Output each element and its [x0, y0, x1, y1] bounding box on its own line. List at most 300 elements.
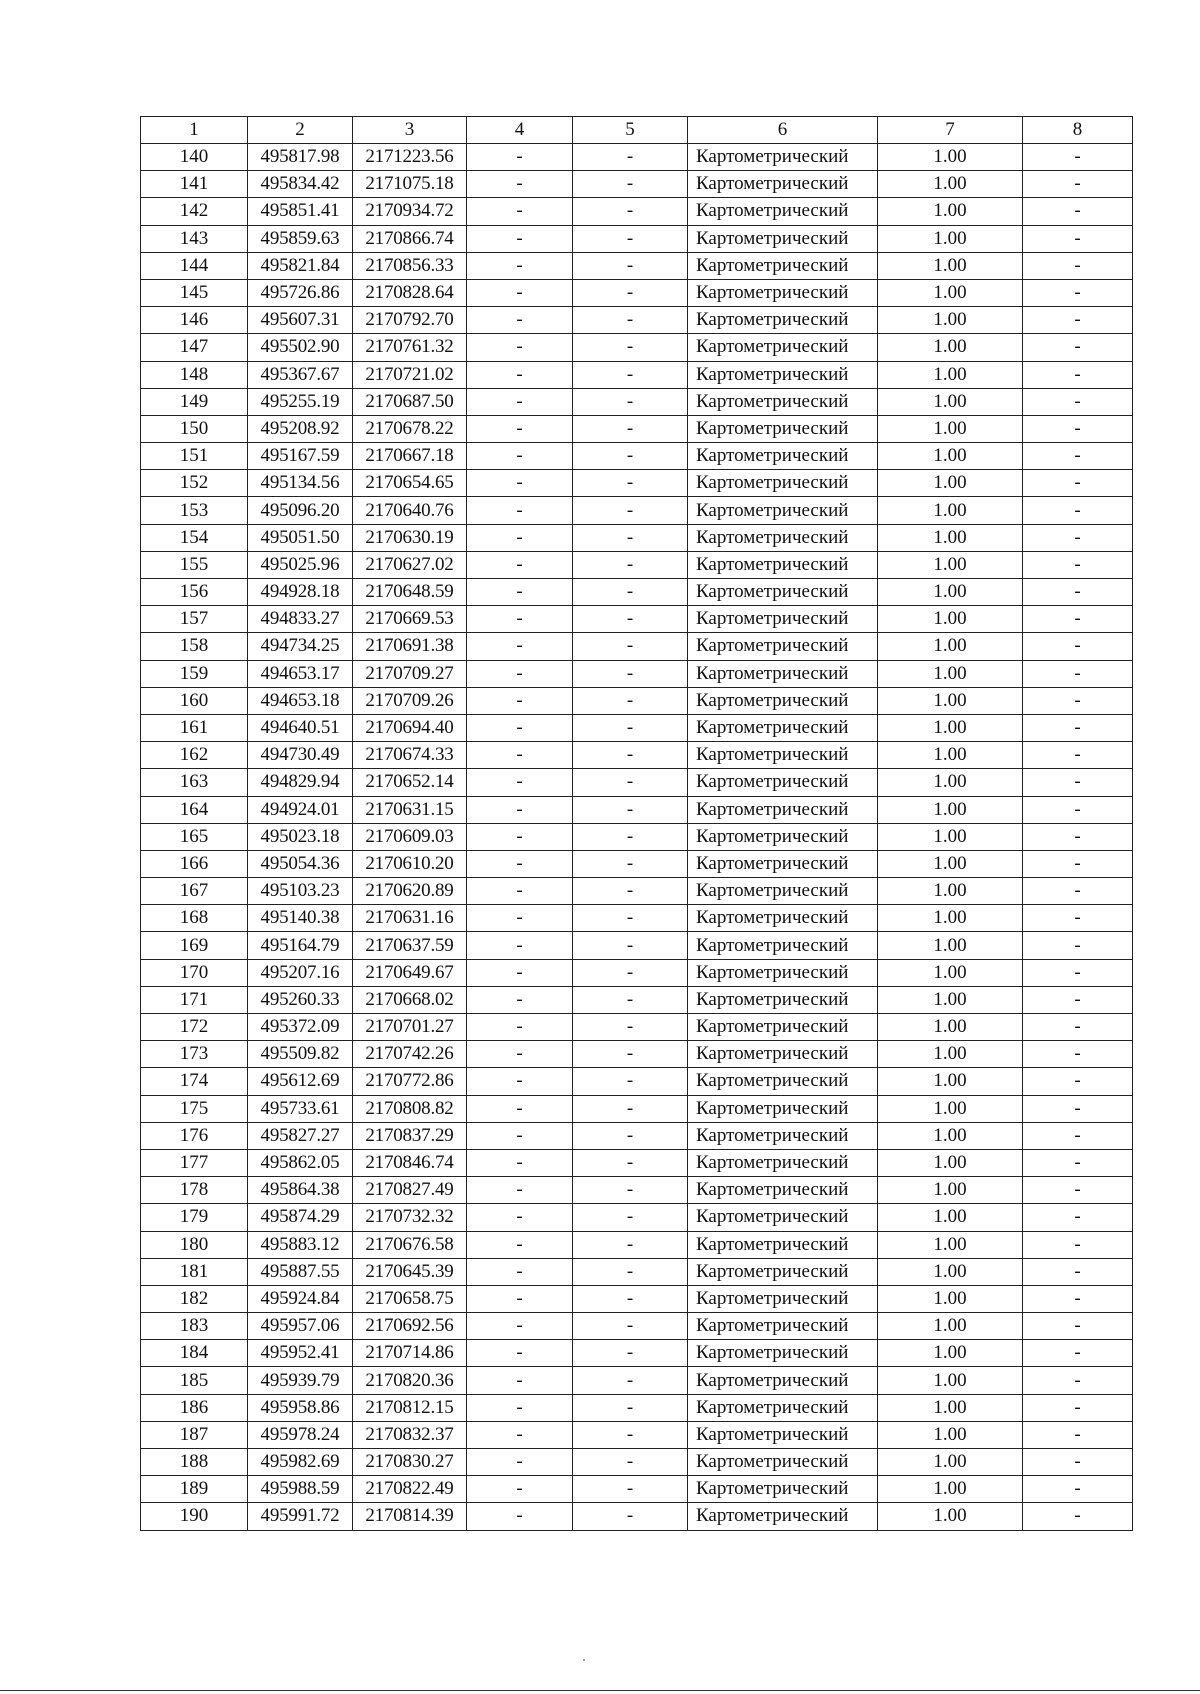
- cell-method: Картометрический: [688, 470, 878, 497]
- cell-point-number: 185: [141, 1367, 248, 1394]
- cell-col-4-value: -: [467, 850, 573, 877]
- cell-col-8-value: -: [1023, 1177, 1133, 1204]
- cell-accuracy: 1.00: [878, 606, 1023, 633]
- cell-y-coordinate: 2170669.53: [353, 606, 467, 633]
- cell-x-coordinate: 495821.84: [248, 252, 353, 279]
- cell-point-number: 144: [141, 252, 248, 279]
- cell-x-coordinate: 495958.86: [248, 1394, 353, 1421]
- cell-method: Картометрический: [688, 959, 878, 986]
- cell-col-4-value: -: [467, 415, 573, 442]
- cell-col-8-value: -: [1023, 1258, 1133, 1285]
- cell-accuracy: 1.00: [878, 1313, 1023, 1340]
- cell-x-coordinate: 495096.20: [248, 497, 353, 524]
- cell-method: Картометрический: [688, 1068, 878, 1095]
- cell-accuracy: 1.00: [878, 1231, 1023, 1258]
- cell-point-number: 151: [141, 443, 248, 470]
- cell-col-8-value: -: [1023, 959, 1133, 986]
- cell-col-5-value: -: [573, 633, 688, 660]
- table-row: [141, 579, 1133, 606]
- cell-col-8-value: -: [1023, 986, 1133, 1013]
- cell-accuracy: 1.00: [878, 850, 1023, 877]
- cell-method: Картометрический: [688, 1258, 878, 1285]
- cell-col-5-value: -: [573, 850, 688, 877]
- cell-method: Картометрический: [688, 878, 878, 905]
- cell-accuracy: 1.00: [878, 497, 1023, 524]
- cell-y-coordinate: 2170812.15: [353, 1394, 467, 1421]
- table-row: [141, 1421, 1133, 1448]
- cell-method: Картометрический: [688, 551, 878, 578]
- cell-x-coordinate: 495207.16: [248, 959, 353, 986]
- cell-x-coordinate: 495874.29: [248, 1204, 353, 1231]
- cell-y-coordinate: 2170687.50: [353, 388, 467, 415]
- cell-point-number: 147: [141, 334, 248, 361]
- cell-col-4-value: -: [467, 497, 573, 524]
- cell-x-coordinate: 495817.98: [248, 144, 353, 171]
- cell-col-8-value: -: [1023, 1503, 1133, 1530]
- cell-col-5-value: -: [573, 171, 688, 198]
- table-row: [141, 714, 1133, 741]
- cell-method: Картометрический: [688, 579, 878, 606]
- cell-col-8-value: -: [1023, 524, 1133, 551]
- cell-col-4-value: -: [467, 1476, 573, 1503]
- cell-y-coordinate: 2170640.76: [353, 497, 467, 524]
- cell-col-8-value: -: [1023, 823, 1133, 850]
- cell-point-number: 146: [141, 307, 248, 334]
- cell-point-number: 171: [141, 986, 248, 1013]
- cell-method: Картометрический: [688, 1231, 878, 1258]
- cell-col-8-value: -: [1023, 1095, 1133, 1122]
- table-row: [141, 388, 1133, 415]
- cell-col-4-value: -: [467, 1394, 573, 1421]
- table-row: [141, 225, 1133, 252]
- cell-point-number: 142: [141, 198, 248, 225]
- cell-point-number: 163: [141, 769, 248, 796]
- table-row: [141, 1394, 1133, 1421]
- cell-col-8-value: -: [1023, 633, 1133, 660]
- cell-col-5-value: -: [573, 470, 688, 497]
- table-row: [141, 823, 1133, 850]
- cell-col-4-value: -: [467, 986, 573, 1013]
- cell-col-4-value: -: [467, 171, 573, 198]
- cell-point-number: 164: [141, 796, 248, 823]
- table-row: [141, 1313, 1133, 1340]
- table-row: [141, 1503, 1133, 1530]
- cell-y-coordinate: 2170667.18: [353, 443, 467, 470]
- cell-col-8-value: -: [1023, 1285, 1133, 1312]
- cell-method: Картометрический: [688, 198, 878, 225]
- cell-x-coordinate: 494928.18: [248, 579, 353, 606]
- table-row: [141, 1258, 1133, 1285]
- cell-col-8-value: -: [1023, 144, 1133, 171]
- cell-accuracy: 1.00: [878, 714, 1023, 741]
- cell-col-8-value: -: [1023, 1340, 1133, 1367]
- cell-y-coordinate: 2170709.27: [353, 660, 467, 687]
- cell-y-coordinate: 2170866.74: [353, 225, 467, 252]
- table-row: [141, 361, 1133, 388]
- cell-point-number: 143: [141, 225, 248, 252]
- cell-x-coordinate: 494730.49: [248, 742, 353, 769]
- cell-point-number: 179: [141, 1204, 248, 1231]
- cell-accuracy: 1.00: [878, 470, 1023, 497]
- cell-col-4-value: -: [467, 1340, 573, 1367]
- cell-x-coordinate: 495612.69: [248, 1068, 353, 1095]
- cell-y-coordinate: 2170609.03: [353, 823, 467, 850]
- cell-col-8-value: -: [1023, 551, 1133, 578]
- cell-x-coordinate: 495924.84: [248, 1285, 353, 1312]
- cell-col-4-value: -: [467, 1149, 573, 1176]
- cell-col-8-value: -: [1023, 932, 1133, 959]
- cell-accuracy: 1.00: [878, 1149, 1023, 1176]
- cell-col-4-value: -: [467, 932, 573, 959]
- cell-accuracy: 1.00: [878, 687, 1023, 714]
- cell-method: Картометрический: [688, 225, 878, 252]
- cell-point-number: 177: [141, 1149, 248, 1176]
- cell-col-5-value: -: [573, 905, 688, 932]
- cell-col-4-value: -: [467, 470, 573, 497]
- cell-point-number: 181: [141, 1258, 248, 1285]
- cell-method: Картометрический: [688, 1041, 878, 1068]
- cell-col-8-value: -: [1023, 1449, 1133, 1476]
- cell-col-8-value: -: [1023, 443, 1133, 470]
- cell-col-5-value: -: [573, 769, 688, 796]
- cell-col-5-value: -: [573, 1122, 688, 1149]
- cell-x-coordinate: 495103.23: [248, 878, 353, 905]
- cell-method: Картометрический: [688, 823, 878, 850]
- cell-col-5-value: -: [573, 579, 688, 606]
- table-row: [141, 1149, 1133, 1176]
- table-row: [141, 796, 1133, 823]
- cell-point-number: 158: [141, 633, 248, 660]
- cell-point-number: 149: [141, 388, 248, 415]
- table-row: [141, 524, 1133, 551]
- cell-col-8-value: -: [1023, 1231, 1133, 1258]
- table-row: [141, 470, 1133, 497]
- cell-col-5-value: -: [573, 1041, 688, 1068]
- cell-x-coordinate: 495607.31: [248, 307, 353, 334]
- cell-x-coordinate: 494833.27: [248, 606, 353, 633]
- cell-col-5-value: -: [573, 1177, 688, 1204]
- cell-col-8-value: -: [1023, 470, 1133, 497]
- cell-x-coordinate: 495864.38: [248, 1177, 353, 1204]
- cell-col-5-value: -: [573, 1449, 688, 1476]
- cell-col-4-value: -: [467, 633, 573, 660]
- table-row: [141, 443, 1133, 470]
- cell-col-4-value: -: [467, 1421, 573, 1448]
- cell-point-number: 183: [141, 1313, 248, 1340]
- cell-method: Картометрический: [688, 1149, 878, 1176]
- cell-col-4-value: -: [467, 742, 573, 769]
- cell-x-coordinate: 495140.38: [248, 905, 353, 932]
- cell-x-coordinate: 495952.41: [248, 1340, 353, 1367]
- cell-method: Картометрический: [688, 279, 878, 306]
- cell-accuracy: 1.00: [878, 1421, 1023, 1448]
- cell-x-coordinate: 494734.25: [248, 633, 353, 660]
- cell-x-coordinate: 495167.59: [248, 443, 353, 470]
- cell-y-coordinate: 2170856.33: [353, 252, 467, 279]
- header-row: [141, 117, 1133, 144]
- cell-col-8-value: -: [1023, 579, 1133, 606]
- cell-point-number: 187: [141, 1421, 248, 1448]
- cell-x-coordinate: 495982.69: [248, 1449, 353, 1476]
- table-row: [141, 932, 1133, 959]
- scan-speck: [583, 1659, 585, 1661]
- cell-col-5-value: -: [573, 1204, 688, 1231]
- cell-col-5-value: -: [573, 1014, 688, 1041]
- cell-accuracy: 1.00: [878, 579, 1023, 606]
- cell-point-number: 172: [141, 1014, 248, 1041]
- cell-col-5-value: -: [573, 524, 688, 551]
- cell-accuracy: 1.00: [878, 796, 1023, 823]
- cell-point-number: 140: [141, 144, 248, 171]
- cell-accuracy: 1.00: [878, 443, 1023, 470]
- cell-method: Картометрический: [688, 742, 878, 769]
- cell-col-4-value: -: [467, 714, 573, 741]
- cell-col-8-value: -: [1023, 198, 1133, 225]
- cell-method: Картометрический: [688, 307, 878, 334]
- cell-method: Картометрический: [688, 1204, 878, 1231]
- cell-method: Картометрический: [688, 334, 878, 361]
- table-row: [141, 415, 1133, 442]
- cell-point-number: 145: [141, 279, 248, 306]
- cell-accuracy: 1.00: [878, 1449, 1023, 1476]
- cell-col-4-value: -: [467, 198, 573, 225]
- table-row: [141, 905, 1133, 932]
- cell-col-5-value: -: [573, 1095, 688, 1122]
- cell-col-8-value: -: [1023, 361, 1133, 388]
- cell-point-number: 152: [141, 470, 248, 497]
- table-row: [141, 252, 1133, 279]
- cell-method: Картометрический: [688, 497, 878, 524]
- cell-accuracy: 1.00: [878, 1204, 1023, 1231]
- cell-x-coordinate: 495208.92: [248, 415, 353, 442]
- cell-col-4-value: -: [467, 1014, 573, 1041]
- cell-accuracy: 1.00: [878, 1014, 1023, 1041]
- cell-point-number: 180: [141, 1231, 248, 1258]
- cell-y-coordinate: 2170691.38: [353, 633, 467, 660]
- cell-method: Картометрический: [688, 1014, 878, 1041]
- header-col-6: 6: [688, 117, 878, 144]
- cell-col-4-value: -: [467, 606, 573, 633]
- table-row: [141, 742, 1133, 769]
- cell-x-coordinate: 495851.41: [248, 198, 353, 225]
- cell-col-4-value: -: [467, 334, 573, 361]
- cell-y-coordinate: 2170631.15: [353, 796, 467, 823]
- cell-col-4-value: -: [467, 443, 573, 470]
- cell-x-coordinate: 495991.72: [248, 1503, 353, 1530]
- cell-y-coordinate: 2170630.19: [353, 524, 467, 551]
- table-header: [141, 117, 1133, 144]
- cell-col-5-value: -: [573, 1367, 688, 1394]
- cell-method: Картометрический: [688, 986, 878, 1013]
- cell-x-coordinate: 494653.18: [248, 687, 353, 714]
- cell-col-4-value: -: [467, 361, 573, 388]
- cell-col-4-value: -: [467, 1177, 573, 1204]
- cell-x-coordinate: 494829.94: [248, 769, 353, 796]
- cell-accuracy: 1.00: [878, 1041, 1023, 1068]
- table-row: [141, 1231, 1133, 1258]
- cell-col-8-value: -: [1023, 687, 1133, 714]
- cell-accuracy: 1.00: [878, 769, 1023, 796]
- cell-x-coordinate: 495939.79: [248, 1367, 353, 1394]
- cell-y-coordinate: 2170692.56: [353, 1313, 467, 1340]
- cell-col-4-value: -: [467, 1095, 573, 1122]
- table-row: [141, 1122, 1133, 1149]
- cell-method: Картометрический: [688, 1340, 878, 1367]
- cell-col-5-value: -: [573, 1313, 688, 1340]
- cell-y-coordinate: 2170742.26: [353, 1041, 467, 1068]
- cell-y-coordinate: 2170846.74: [353, 1149, 467, 1176]
- cell-accuracy: 1.00: [878, 1177, 1023, 1204]
- cell-col-8-value: -: [1023, 252, 1133, 279]
- cell-method: Картометрический: [688, 1449, 878, 1476]
- cell-y-coordinate: 2171223.56: [353, 144, 467, 171]
- cell-col-5-value: -: [573, 551, 688, 578]
- cell-y-coordinate: 2170678.22: [353, 415, 467, 442]
- cell-x-coordinate: 495054.36: [248, 850, 353, 877]
- cell-point-number: 169: [141, 932, 248, 959]
- cell-point-number: 189: [141, 1476, 248, 1503]
- cell-col-5-value: -: [573, 1068, 688, 1095]
- cell-x-coordinate: 495827.27: [248, 1122, 353, 1149]
- cell-point-number: 155: [141, 551, 248, 578]
- cell-col-8-value: -: [1023, 769, 1133, 796]
- cell-col-5-value: -: [573, 144, 688, 171]
- table-row: [141, 1041, 1133, 1068]
- cell-col-5-value: -: [573, 714, 688, 741]
- cell-x-coordinate: 495134.56: [248, 470, 353, 497]
- cell-col-8-value: -: [1023, 796, 1133, 823]
- cell-y-coordinate: 2170648.59: [353, 579, 467, 606]
- cell-col-4-value: -: [467, 1231, 573, 1258]
- cell-y-coordinate: 2170631.16: [353, 905, 467, 932]
- cell-col-5-value: -: [573, 687, 688, 714]
- cell-col-5-value: -: [573, 443, 688, 470]
- cell-accuracy: 1.00: [878, 1394, 1023, 1421]
- cell-col-8-value: -: [1023, 1367, 1133, 1394]
- cell-point-number: 156: [141, 579, 248, 606]
- table-row: [141, 878, 1133, 905]
- cell-method: Картометрический: [688, 1122, 878, 1149]
- cell-col-5-value: -: [573, 986, 688, 1013]
- table-row: [141, 1204, 1133, 1231]
- cell-accuracy: 1.00: [878, 198, 1023, 225]
- cell-col-8-value: -: [1023, 388, 1133, 415]
- header-col-7: 7: [878, 117, 1023, 144]
- cell-accuracy: 1.00: [878, 551, 1023, 578]
- cell-y-coordinate: 2170830.27: [353, 1449, 467, 1476]
- cell-point-number: 159: [141, 660, 248, 687]
- cell-col-4-value: -: [467, 579, 573, 606]
- table-row: [141, 1340, 1133, 1367]
- cell-col-8-value: -: [1023, 714, 1133, 741]
- cell-col-5-value: -: [573, 307, 688, 334]
- cell-col-8-value: -: [1023, 1394, 1133, 1421]
- cell-method: Картометрический: [688, 1503, 878, 1530]
- cell-method: Картометрический: [688, 606, 878, 633]
- cell-col-4-value: -: [467, 823, 573, 850]
- cell-accuracy: 1.00: [878, 1258, 1023, 1285]
- cell-y-coordinate: 2170721.02: [353, 361, 467, 388]
- cell-method: Картометрический: [688, 850, 878, 877]
- cell-point-number: 188: [141, 1449, 248, 1476]
- cell-point-number: 167: [141, 878, 248, 905]
- table-row: [141, 850, 1133, 877]
- cell-method: Картометрический: [688, 932, 878, 959]
- cell-col-4-value: -: [467, 687, 573, 714]
- cell-col-8-value: -: [1023, 225, 1133, 252]
- table-row: [141, 606, 1133, 633]
- cell-y-coordinate: 2170820.36: [353, 1367, 467, 1394]
- cell-col-8-value: -: [1023, 1149, 1133, 1176]
- cell-col-4-value: -: [467, 252, 573, 279]
- cell-point-number: 160: [141, 687, 248, 714]
- table-row: [141, 1449, 1133, 1476]
- cell-point-number: 173: [141, 1041, 248, 1068]
- cell-point-number: 150: [141, 415, 248, 442]
- cell-point-number: 162: [141, 742, 248, 769]
- cell-col-8-value: -: [1023, 850, 1133, 877]
- cell-method: Картометрический: [688, 660, 878, 687]
- cell-y-coordinate: 2170674.33: [353, 742, 467, 769]
- cell-y-coordinate: 2170649.67: [353, 959, 467, 986]
- cell-method: Картометрический: [688, 144, 878, 171]
- cell-point-number: 166: [141, 850, 248, 877]
- cell-method: Картометрический: [688, 1095, 878, 1122]
- cell-x-coordinate: 495862.05: [248, 1149, 353, 1176]
- cell-col-5-value: -: [573, 225, 688, 252]
- cell-col-5-value: -: [573, 361, 688, 388]
- cell-point-number: 170: [141, 959, 248, 986]
- table-row: [141, 986, 1133, 1013]
- cell-y-coordinate: 2170701.27: [353, 1014, 467, 1041]
- cell-point-number: 157: [141, 606, 248, 633]
- cell-method: Картометрический: [688, 524, 878, 551]
- cell-col-4-value: -: [467, 1204, 573, 1231]
- page-bottom-rule: [0, 1690, 1200, 1691]
- cell-accuracy: 1.00: [878, 1122, 1023, 1149]
- cell-accuracy: 1.00: [878, 905, 1023, 932]
- cell-col-5-value: -: [573, 1340, 688, 1367]
- cell-col-5-value: -: [573, 660, 688, 687]
- cell-col-8-value: -: [1023, 878, 1133, 905]
- cell-col-4-value: -: [467, 1122, 573, 1149]
- cell-col-5-value: -: [573, 932, 688, 959]
- cell-x-coordinate: 495051.50: [248, 524, 353, 551]
- cell-point-number: 148: [141, 361, 248, 388]
- cell-col-5-value: -: [573, 1476, 688, 1503]
- cell-y-coordinate: 2170658.75: [353, 1285, 467, 1312]
- cell-accuracy: 1.00: [878, 986, 1023, 1013]
- cell-y-coordinate: 2170837.29: [353, 1122, 467, 1149]
- cell-y-coordinate: 2170714.86: [353, 1340, 467, 1367]
- cell-col-4-value: -: [467, 1449, 573, 1476]
- cell-col-5-value: -: [573, 1394, 688, 1421]
- cell-col-4-value: -: [467, 1068, 573, 1095]
- cell-col-5-value: -: [573, 415, 688, 442]
- cell-accuracy: 1.00: [878, 279, 1023, 306]
- cell-point-number: 154: [141, 524, 248, 551]
- table-body: [141, 144, 1133, 1531]
- cell-col-8-value: -: [1023, 1476, 1133, 1503]
- table-row: [141, 334, 1133, 361]
- cell-x-coordinate: 495164.79: [248, 932, 353, 959]
- cell-point-number: 184: [141, 1340, 248, 1367]
- cell-method: Картометрический: [688, 796, 878, 823]
- cell-accuracy: 1.00: [878, 252, 1023, 279]
- cell-col-4-value: -: [467, 1313, 573, 1340]
- table-row: [141, 1014, 1133, 1041]
- cell-col-8-value: -: [1023, 742, 1133, 769]
